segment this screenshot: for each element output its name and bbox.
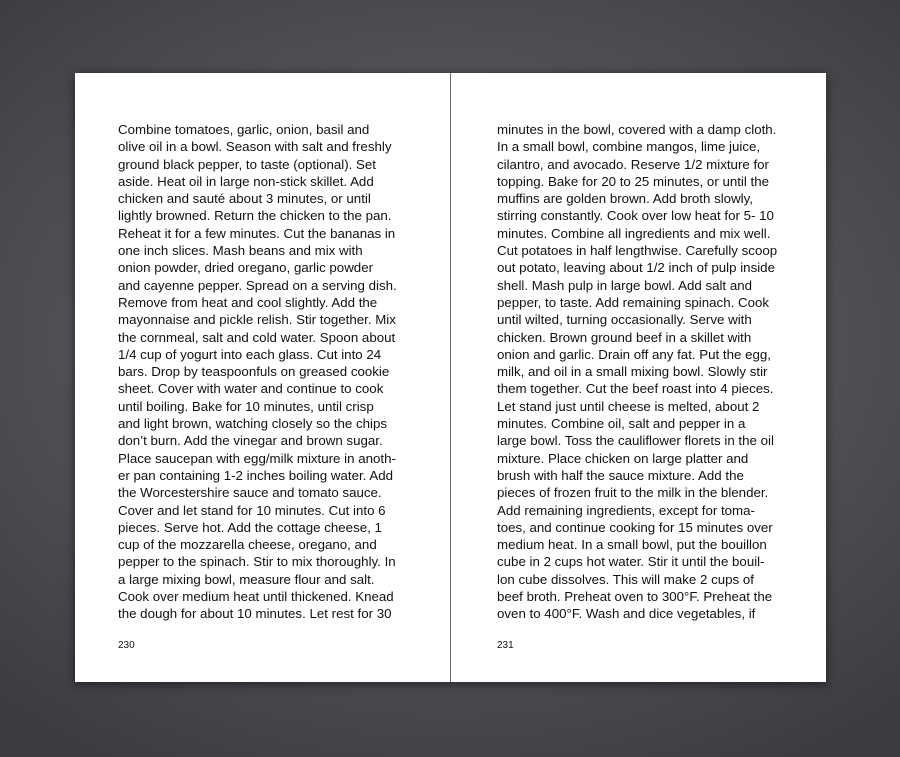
text-line: mayonnaise and pickle relish. Stir together. Mix bbox=[118, 312, 396, 328]
text-line: milk, and oil in a small mixing bowl. Slowly stir bbox=[497, 364, 768, 380]
text-line: one inch slices. Mash beans and mix with bbox=[118, 243, 363, 259]
text-line: Cut potatoes in half lengthwise. Carefully scoop bbox=[497, 243, 778, 259]
text-line: muffins are golden brown. Add broth slowly, bbox=[497, 191, 753, 207]
text-line: In a small bowl, combine mangos, lime juice, bbox=[497, 139, 761, 155]
text-line: toes, and continue cooking for 15 minutes over bbox=[497, 519, 773, 535]
text-line: lightly browned. Return the chicken to the pan. bbox=[118, 208, 392, 224]
left-page-number: 230 bbox=[118, 640, 135, 651]
left-page[interactable] bbox=[75, 73, 450, 682]
right-page-number: 231 bbox=[497, 640, 514, 651]
text-line: Let stand just until cheese is melted, about 2 bbox=[497, 398, 760, 414]
text-line: pepper to the spinach. Stir to mix thoroughly. In bbox=[118, 554, 396, 570]
text-line: ground black pepper, to taste (optional). Set bbox=[118, 156, 376, 172]
text-line: brush with half the sauce mixture. Add the bbox=[497, 467, 744, 483]
text-line: them together. Cut the beef roast into 4 pieces. bbox=[497, 381, 774, 397]
text-line: olive oil in a bowl. Season with salt and freshly bbox=[118, 139, 392, 155]
text-line: cube in 2 cups hot water. Stir it until the bouil- bbox=[497, 554, 765, 570]
text-line: aside. Heat oil in large non-stick skillet. Add bbox=[118, 173, 374, 189]
text-line: bars. Drop by teaspoonfuls on greased cookie bbox=[118, 364, 390, 380]
text-line: stirring constantly. Cook over low heat for 5- 10 bbox=[497, 208, 774, 224]
text-line: until wilted, turning occasionally. Serve with bbox=[497, 312, 752, 328]
text-line: Place saucepan with egg/milk mixture in anoth- bbox=[118, 450, 396, 466]
text-line: pepper, to taste. Add remaining spinach. Cook bbox=[497, 294, 770, 310]
left-page-text bbox=[118, 121, 408, 623]
text-line: the cornmeal, salt and cold water. Spoon about bbox=[118, 329, 396, 345]
text-line: beef broth. Preheat oven to 300°F. Preheat the bbox=[497, 589, 773, 605]
text-line: a large mixing bowl, measure flour and salt. bbox=[118, 571, 375, 587]
text-line: Cook over medium heat until thickened. Knead bbox=[118, 589, 394, 605]
text-line: minutes. Combine all ingredients and mix well. bbox=[497, 225, 771, 241]
text-line: cilantro, and avocado. Reserve 1/2 mixture for bbox=[497, 156, 769, 172]
text-line: medium heat. In a small bowl, put the bouillon bbox=[497, 537, 767, 553]
text-line: Combine tomatoes, garlic, onion, basil and bbox=[118, 122, 370, 137]
text-line: don’t burn. Add the vinegar and brown sugar. bbox=[118, 433, 383, 449]
text-line: cup of the mozzarella cheese, oregano, and bbox=[118, 537, 377, 553]
text-line: er pan containing 1-2 inches boiling water. Add bbox=[118, 467, 393, 483]
text-line: chicken. Brown ground beef in a skillet with bbox=[497, 329, 752, 345]
text-line: the Worcestershire sauce and tomato sauce. bbox=[118, 485, 382, 501]
text-line: minutes. Combine oil, salt and pepper in a bbox=[497, 416, 746, 432]
text-line: until boiling. Bake for 10 minutes, until crisp bbox=[118, 398, 374, 414]
book-spread bbox=[75, 73, 826, 682]
right-page-text bbox=[497, 121, 787, 623]
right-page[interactable] bbox=[451, 73, 826, 682]
text-line: lon cube dissolves. This will make 2 cups of bbox=[497, 571, 754, 587]
text-line: chicken and sauté about 3 minutes, or until bbox=[118, 191, 371, 207]
text-line: mixture. Place chicken on large platter and bbox=[497, 450, 749, 466]
text-line: and cayenne pepper. Spread on a serving dish. bbox=[118, 277, 397, 293]
text-line: minutes in the bowl, covered with a damp cloth. bbox=[497, 122, 777, 137]
text-line: onion and garlic. Drain off any fat. Put the egg, bbox=[497, 346, 771, 362]
text-line: oven to 400°F. Wash and dice vegetables, if bbox=[497, 606, 756, 622]
text-line: Cover and let stand for 10 minutes. Cut into 6 bbox=[118, 502, 386, 518]
text-line: topping. Bake for 20 to 25 minutes, or until the bbox=[497, 173, 770, 189]
text-line: and light brown, watching closely so the chips bbox=[118, 416, 388, 432]
text-line: pieces of frozen fruit to the milk in the blender. bbox=[497, 485, 769, 501]
text-line: shell. Mash pulp in large bowl. Add salt and bbox=[497, 277, 753, 293]
text-line: sheet. Cover with water and continue to cook bbox=[118, 381, 384, 397]
text-line: Add remaining ingredients, except for toma- bbox=[497, 502, 755, 518]
text-line: pieces. Serve hot. Add the cottage cheese, 1 bbox=[118, 519, 382, 535]
text-line: Remove from heat and cool slightly. Add the bbox=[118, 294, 378, 310]
text-line: Reheat it for a few minutes. Cut the bananas in bbox=[118, 225, 396, 241]
text-line: 1/4 cup of yogurt into each glass. Cut into 24 bbox=[118, 346, 382, 362]
text-line: onion powder, dried oregano, garlic powder bbox=[118, 260, 374, 276]
text-line: large bowl. Toss the cauliflower florets in the oil bbox=[497, 433, 774, 449]
text-line: out potato, leaving about 1/2 inch of pulp inside bbox=[497, 260, 775, 276]
text-line: the dough for about 10 minutes. Let rest for 30 bbox=[118, 606, 392, 622]
